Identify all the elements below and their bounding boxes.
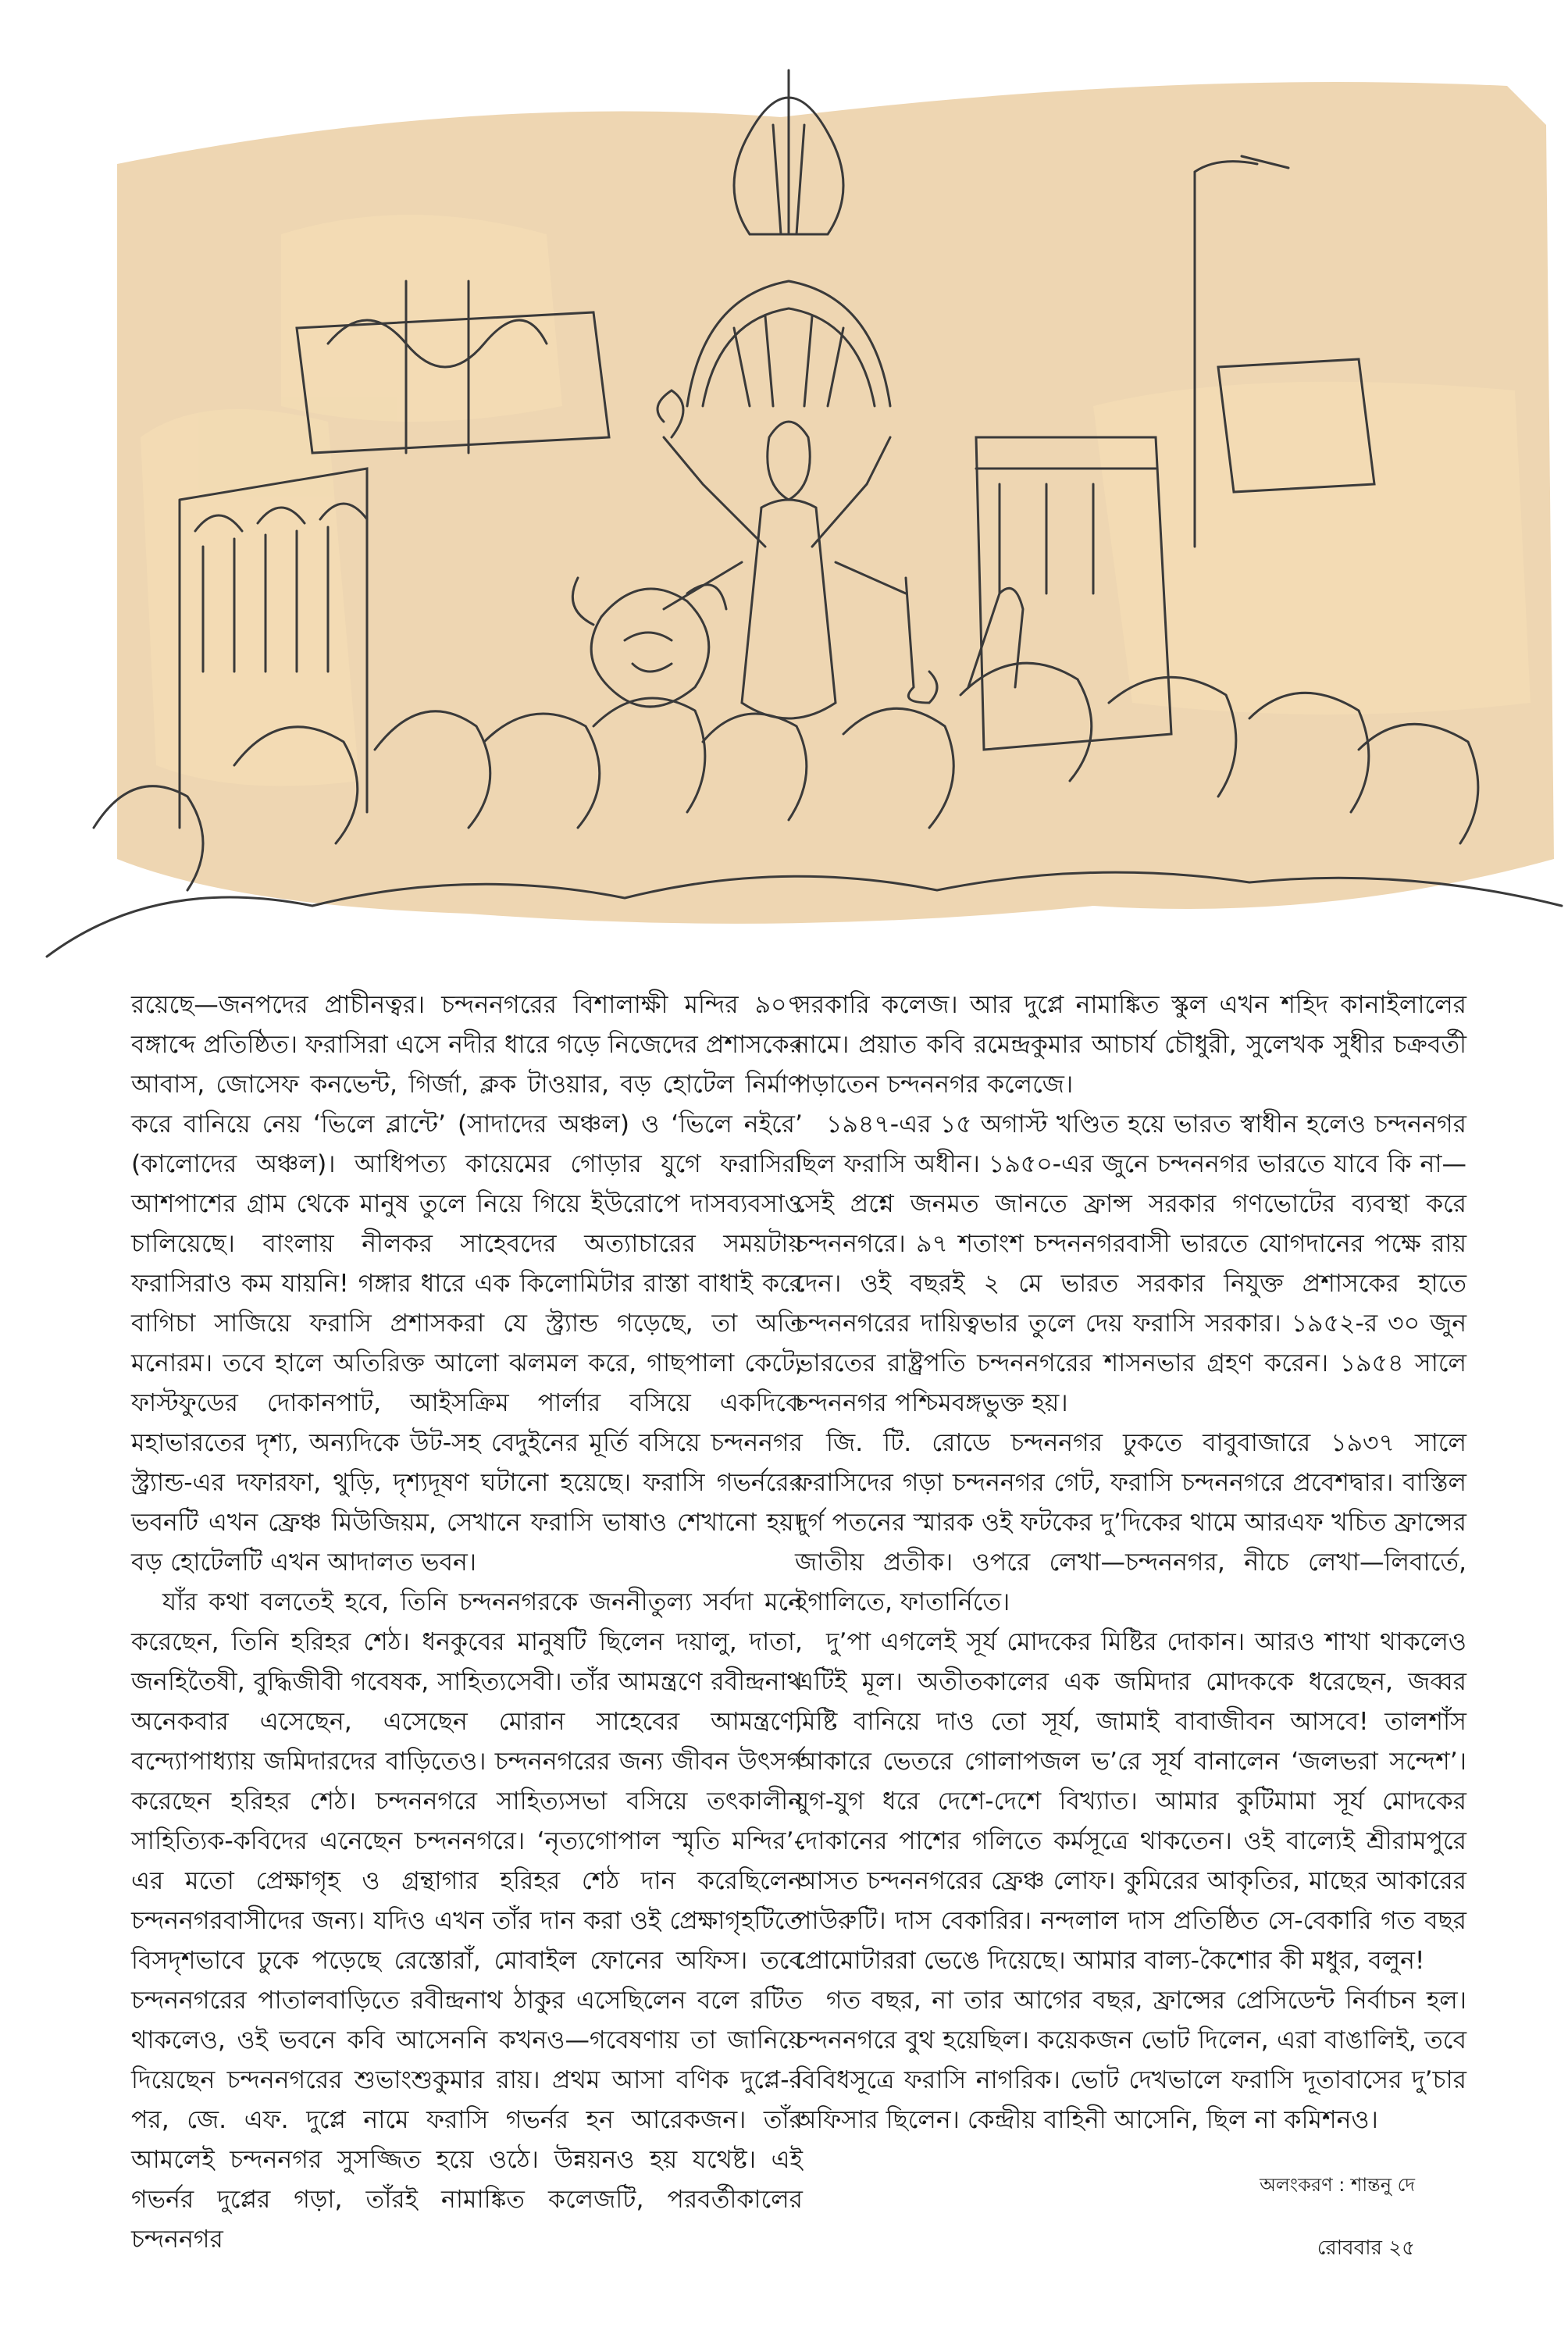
illustration-credit: অলংকরণ : শান্তনু দে (1260, 2174, 1415, 2196)
paragraph: রয়েছে—জনপদের প্রাচীনত্বর। চন্দননগরের বিশালাক্ষী মন্দির ৯০৭ বঙ্গাব্দে প্রতিষ্ঠিত। ফরাসিরা এসে নদীর ধারে গড়ে নিজেদের প্রশাসকের আবাস, জোসেফ কনভেন্ট, গির্জা, ক্লক টাওয়ার, বড় হোটেল নির্মাণ করে বানিয়ে নেয় ‘ভিলে ব্লান্টে’ (সাদাদের অঞ্চল) ও ‘ভিলে নইরে’ (কালোদের অঞ্চল)। আধিপত্য কায়েমের গোড়ার যুগে ফরাসিরা আশপাশের গ্রাম থেকে মানুষ তুলে নিয়ে গিয়ে ইউরোপে দাসব্যবসাও চালিয়েছে। বাংলায় নীলকর সাহেবদের অত্যাচারের সময়টায় ফরাসিরাও কম যায়নি! গঙ্গার ধারে এক কিলোমিটার রাস্তা বাধাই করে বাগিচা সাজিয়ে ফরাসি প্রশাসকরা যে স্ট্র্যান্ড গড়েছে, তা অতি মনোরম। তবে হালে অতিরিক্ত আলো ঝলমল করে, গাছপালা কেটে, ফাস্টফুডের দোকানপাট, আইসক্রিম পার্লার বসিয়ে একদিকে মহাভারতের দৃশ্য, অন্যদিকে উট-সহ বেদুইনের মূর্তি বসিয়ে চন্দননগর স্ট্র্যান্ড-এর দফারফা, থুড়ি, দৃশ্যদূষণ ঘটানো হয়েছে। ফরাসি গভর্নরের ভবনটি এখন ফ্রেঞ্চ মিউজিয়ম, সেখানে ফরাসি ভাষাও শেখানো হয়। বড় হোটেলটি এখন আদালত ভবন। (131, 991, 803, 1577)
text-column-right (795, 985, 1466, 2172)
illustration (0, 0, 1568, 957)
paragraph: সরকারি কলেজ। আর দুপ্লে নামাঙ্কিত স্কুল এখন শহিদ কানাইলালের নামে। প্রয়াত কবি রমেন্দ্রকুমার আচার্য চৌধুরী, সুলেখক সুধীর চক্রবর্তী পড়াতেন চন্দননগর কলেজে। (795, 991, 1466, 1099)
paragraph: দু’পা এগলেই সূর্য মোদকের মিষ্টির দোকান। আরও শাখা থাকলেও এটিই মূল। অতীতকালের এক জমিদার মোদককে ধরেছেন, জব্বর মিষ্টি বানিয়ে দাও তো সূর্য, জামাই বাবাজীবন আসবে! তালশাঁস আকারে ভেতরে গোলাপজল ভ’রে সূর্য বানালেন ‘জলভরা সন্দেশ’। যুগ-যুগ ধরে দেশে-দেশে বিখ্যাত। আমার কুটিমামা সূর্য মোদকের দোকানের পাশের গলিতে কর্মসূত্রে থাকতেন। ওই বাল্যেই শ্রীরামপুরে আসত চন্দননগরের ফ্রেঞ্চ লোফ। কুমিরের আকৃতির, মাছের আকারের পাউরুটি। দাস বেকারির। নন্দলাল দাস প্রতিষ্ঠিত সে-বেকারি গত বছর প্রোমোটাররা ভেঙে দিয়েছে। আমার বাল্য-কৈশোর কী মধুর, বলুন! (795, 1628, 1466, 1975)
procession-sketch (0, 0, 1568, 957)
text-column-left (131, 985, 803, 2254)
paragraph: যাঁর কথা বলতেই হবে, তিনি চন্দননগরকে জননীতুল্য সর্বদা মনে করেছেন, তিনি হরিহর শেঠ। ধনকুবের মানুষটি ছিলেন দয়ালু, দাতা, জনহিতৈষী, বুদ্ধিজীবী গবেষক, সাহিত্যসেবী। তাঁর আমন্ত্রণে রবীন্দ্রনাথ অনেকবার এসেছেন, এসেছেন মোরান সাহেবের আমন্ত্রণে, বন্দ্যোপাধ্যায় জমিদারদের বাড়িতেও। চন্দননগরের জন্য জীবন উৎসর্গ করেছেন হরিহর শেঠ। চন্দননগরে সাহিত্যসভা বসিয়ে তৎকালীন সাহিত্যিক-কবিদের এনেছেন চন্দননগরে। ‘নৃত্যগোপাল স্মৃতি মন্দির’-এর মতো প্রেক্ষাগৃহ ও গ্রন্থাগার হরিহর শেঠ দান করেছিলেন চন্দননগরবাসীদের জন্য। যদিও এখন তাঁর দান করা ওই প্রেক্ষাগৃহটিতে বিসদৃশভাবে ঢুকে পড়েছে রেস্তোরাঁ, মোবাইল ফোনের অফিস। তবে চন্দননগরের পাতালবাড়িতে রবীন্দ্রনাথ ঠাকুর এসেছিলেন বলে রটিত থাকলেও, ওই ভবনে কবি আসেননি কখনও—গবেষণায় তা জানিয়ে দিয়েছেন চন্দননগরের শুভাংশুকুমার রায়। প্রথম আসা বণিক দুপ্লে-র পর, জে. এফ. দুপ্লে নামে ফরাসি গভর্নর হন আরেকজন। তাঁর আমলেই চন্দননগর সুসজ্জিত হয়ে ওঠে। উন্নয়নও হয় যথেষ্ট। এই গভর্নর দুপ্লের গড়া, তাঁরই নামাঙ্কিত কলেজটি, পরবর্তীকালের চন্দননগর (131, 1588, 803, 2254)
paragraph: গত বছর, না তার আগের বছর, ফ্রান্সের প্রেসিডেন্ট নির্বাচন হল। চন্দননগরে বুথ হয়েছিল। কয়েকজন ভোট দিলেন, এরা বাঙালিই, তবে বিবিধসূত্রে ফরাসি নাগরিক। ভোট দেখভালে ফরাসি দূতাবাসের দু’চার অফিসার ছিলেন। কেন্দ্রীয় বাহিনী আসেনি, ছিল না কমিশনও। (795, 1987, 1466, 2134)
page-footer: রোববার ২৫ (1317, 2236, 1415, 2260)
paragraph: ১৯৪৭-এর ১৫ অগাস্ট খণ্ডিত হয়ে ভারত স্বাধীন হলেও চন্দননগর ছিল ফরাসি অধীন। ১৯৫০-এর জুনে চন্দননগর ভারতে যাবে কি না—সেই প্রশ্নে জনমত জানতে ফ্রান্স সরকার গণভোটের ব্যবস্থা করে চন্দননগরে। ৯৭ শতাংশ চন্দননগরবাসী ভারতে যোগদানের পক্ষে রায় দেন। ওই বছরই ২ মে ভারত সরকার নিযুক্ত প্রশাসকের হাতে চন্দননগরের দায়িত্বভার তুলে দেয় ফরাসি সরকার। ১৯৫২-র ৩০ জুন ভারতের রাষ্ট্রপতি চন্দননগরের শাসনভার গ্রহণ করেন। ১৯৫৪ সালে চন্দননগর পশ্চিমবঙ্গভুক্ত হয়। (795, 1110, 1466, 1417)
paragraph: জি. টি. রোডে চন্দননগর ঢুকতে বাবুবাজারে ১৯৩৭ সালে ফরাসিদের গড়া চন্দননগর গেট, ফরাসি চন্দননগরে প্রবেশদ্বার। বাস্তিল দুর্গ পতনের স্মারক ওই ফটকের দু’দিকের থামে আরএফ খচিত ফ্রান্সের জাতীয় প্রতীক। ওপরে লেখা—চন্দননগর, নীচে লেখা—লিবার্তে, ইগালিতে, ফাতার্নিতে। (795, 1429, 1466, 1616)
